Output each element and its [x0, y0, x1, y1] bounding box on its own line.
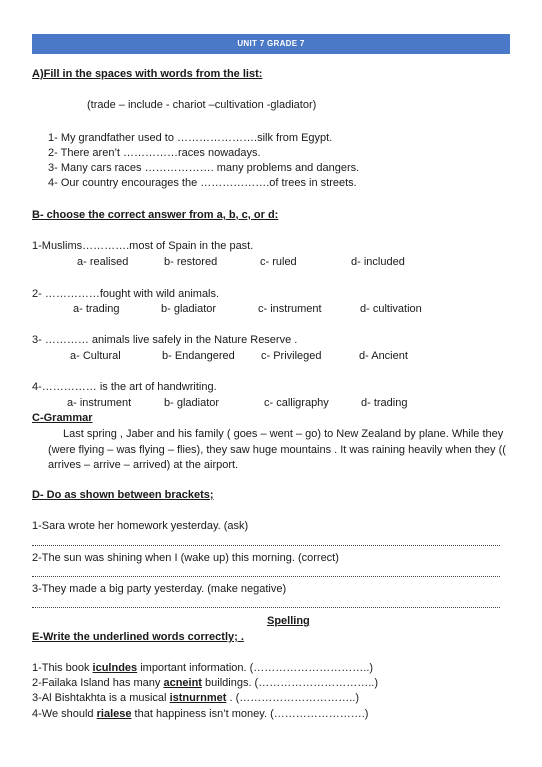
- fill-item: 3- Many cars races ………………. many problems and dangers.: [48, 162, 360, 174]
- fill-item: 2- There aren’t ……………races nowadays.: [48, 147, 261, 159]
- spelling-text: buildings. (…………………………..): [201, 677, 378, 689]
- answer-line: [32, 607, 500, 608]
- fill-item: 1- My grandfather used to ………………….silk from Egypt.: [48, 132, 333, 144]
- spelling-text: 3-Al Bishtakhta is a musical: [32, 692, 170, 704]
- answer-option: b- gladiator: [164, 397, 220, 409]
- question-stem: 2- ……………fought with wild animals.: [32, 288, 220, 300]
- answer-option: d- included: [351, 256, 405, 268]
- answer-option: a- trading: [73, 303, 120, 315]
- answer-option: d- Ancient: [359, 350, 408, 362]
- section-a-heading: A)Fill in the spaces with words from the list:: [32, 68, 263, 80]
- answer-option: c- instrument: [258, 303, 322, 315]
- answer-line: [32, 576, 500, 577]
- spelling-text: that happiness isn’t money. (…………………….): [131, 708, 369, 720]
- answer-option: c- Privileged: [261, 350, 322, 362]
- spelling-text: important information. (…………………………..): [137, 662, 374, 674]
- grammar-paragraph: Last spring , Jaber and his family ( goes – went – go) to New Zealand by plane. While they (were flying – was flying – flies), they saw huge mountains . It was raining heavily when they (( arrives – arrive – arrived) at the airport.: [48, 428, 506, 471]
- spelling-text: 2-Failaka Island has many: [32, 677, 164, 689]
- question-stem: 3- ………… animals live safely in the Nature Reserve .: [32, 334, 298, 346]
- misspelled-word: rialese: [96, 708, 132, 720]
- spelling-text: 1-This book: [32, 662, 93, 674]
- spelling-item: [32, 692, 359, 704]
- spelling-text: 4-We should: [32, 708, 97, 720]
- fill-item: 4- Our country encourages the ……………….of trees in streets.: [48, 177, 357, 189]
- answer-option: d- trading: [361, 397, 408, 409]
- transform-item: 2-The sun was shining when I (wake up) this morning. (correct): [32, 552, 339, 564]
- question-stem: 4-…………… is the art of handwriting.: [32, 381, 217, 393]
- transform-item: 1-Sara wrote her homework yesterday. (ask): [32, 520, 249, 532]
- answer-option: d- cultivation: [360, 303, 422, 315]
- answer-option: b- gladiator: [161, 303, 217, 315]
- answer-option: a- Cultural: [70, 350, 121, 362]
- banner-text: UNIT 7 GRADE 7: [237, 39, 305, 48]
- word-list: (trade – include - chariot –cultivation -gladiator): [87, 99, 317, 111]
- section-d-heading: D- Do as shown between brackets;: [32, 489, 214, 501]
- answer-option: b- restored: [164, 256, 218, 268]
- section-b-heading: B- choose the correct answer from a, b, c, or d:: [32, 209, 279, 221]
- misspelled-word: iculndes: [92, 662, 138, 674]
- answer-line: [32, 545, 500, 546]
- spelling-item: [32, 662, 373, 674]
- misspelled-word: istnurnmet: [169, 692, 227, 704]
- title-banner: [32, 34, 510, 54]
- answer-option: c- ruled: [260, 256, 297, 268]
- answer-option: c- calligraphy: [264, 397, 329, 409]
- spelling-text: . (…………………………..): [226, 692, 360, 704]
- answer-option: a- instrument: [67, 397, 132, 409]
- spelling-title: Spelling: [267, 615, 310, 627]
- question-stem: 1-Muslims………….most of Spain in the past.: [32, 240, 254, 252]
- spelling-item: [32, 708, 368, 720]
- misspelled-word: acneint: [163, 677, 202, 689]
- transform-item: 3-They made a big party yesterday. (make negative): [32, 583, 287, 595]
- section-e-heading: E-Write the underlined words correctly; .: [32, 631, 244, 643]
- answer-option: b- Endangered: [162, 350, 235, 362]
- spelling-item: [32, 677, 378, 689]
- answer-option: a- realised: [77, 256, 129, 268]
- section-c-heading: C-Grammar: [32, 412, 93, 424]
